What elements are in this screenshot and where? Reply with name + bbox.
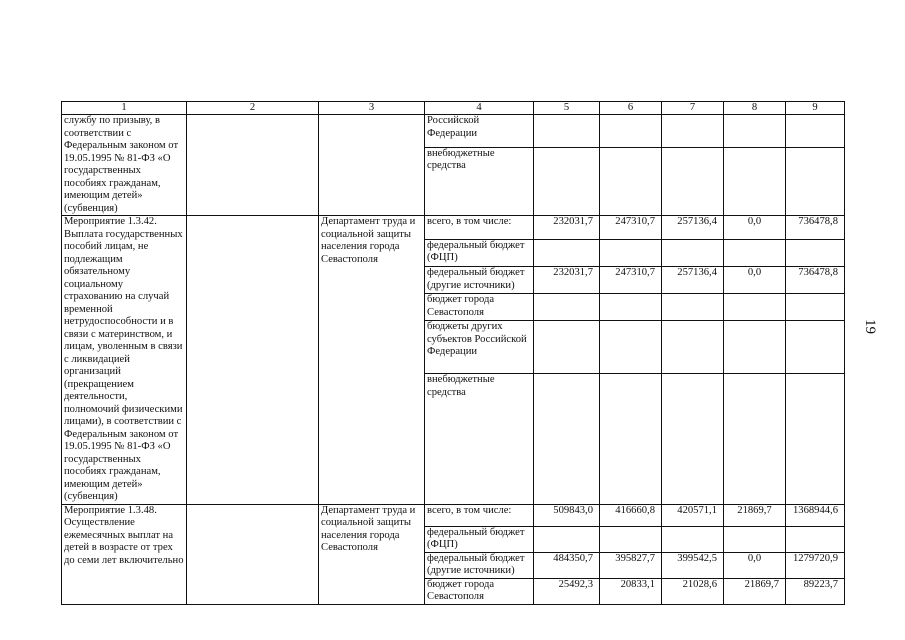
value-cell: 416660,8 [600, 504, 662, 526]
header-cell: 2 [187, 102, 319, 115]
funding-source: федеральный бюджет (другие источники) [425, 267, 534, 294]
funding-source: всего, в том числе: [425, 216, 534, 240]
value-cell: 1368944,6 [786, 504, 845, 526]
budget-table [61, 101, 845, 605]
header-cell: 1 [62, 102, 187, 115]
value-cell: 395827,7 [600, 552, 662, 578]
measure-description: Мероприятие 1.3.48. Осуществление ежемесячных выплат на детей в возрасте от трех до семи лет включительно [62, 504, 187, 604]
value-cell: 25492,3 [534, 578, 600, 604]
header-cell: 8 [724, 102, 786, 115]
funding-source: бюджет города Севастополя [425, 578, 534, 604]
header-cell: 9 [786, 102, 845, 115]
value-cell: 232031,7 [534, 216, 600, 240]
table-row [62, 504, 845, 526]
funding-source: внебюджетные средства [425, 147, 534, 215]
value-cell: 399542,5 [662, 552, 724, 578]
value-cell: 20833,1 [600, 578, 662, 604]
funding-source: бюджеты других субъектов Российской Федерации [425, 321, 534, 374]
responsible-department: Департамент труда и социальной защиты населения города Севастополя [319, 504, 425, 604]
page-number: 19 [862, 319, 878, 334]
funding-source: Российской Федерации [425, 115, 534, 148]
value-cell: 736478,8 [786, 216, 845, 240]
funding-source: бюджет города Севастополя [425, 294, 534, 321]
table-row [62, 115, 845, 148]
measure-description: службу по призыву, в соответствии с Федеральным законом от 19.05.1995 № 81-ФЗ «О государственных пособиях гражданам, имеющим детей» (субвенция) [62, 115, 187, 216]
table-row [62, 216, 845, 240]
funding-source: федеральный бюджет (другие источники) [425, 552, 534, 578]
header-cell: 4 [425, 102, 534, 115]
value-cell: 89223,7 [786, 578, 845, 604]
empty-cell [187, 216, 319, 505]
funding-source: внебюджетные средства [425, 374, 534, 504]
value-cell: 0,0 [724, 216, 786, 240]
value-cell: 247310,7 [600, 267, 662, 294]
value-cell: 247310,7 [600, 216, 662, 240]
value-cell: 257136,4 [662, 216, 724, 240]
value-cell: 0,0 [724, 552, 786, 578]
header-cell: 5 [534, 102, 600, 115]
header-row [62, 102, 845, 115]
value-cell: 21028,6 [662, 578, 724, 604]
funding-source: федеральный бюджет (ФЦП) [425, 526, 534, 552]
empty-cell [319, 115, 425, 216]
measure-description: Мероприятие 1.3.42. Выплата государственных пособий лицам, не подлежащим обязательному социальному страхованию на случай временной нетрудоспособности и в связи с материнством, и лицам, уволенным в связи с ликвидацией организаций (прекращением деятельности, полномочий физическими лицами), в соответствии с Федеральным законом от 19.05.1995 № 81-ФЗ «О государственных пособиях гражданам, имеющим детей» (субвенция) [62, 216, 187, 505]
header-cell: 7 [662, 102, 724, 115]
value-cell: 21869,7 [724, 578, 786, 604]
header-cell: 6 [600, 102, 662, 115]
funding-source: федеральный бюджет (ФЦП) [425, 239, 534, 266]
value-cell: 736478,8 [786, 267, 845, 294]
funding-source: всего, в том числе: [425, 504, 534, 526]
value-cell: 420571,1 [662, 504, 724, 526]
value-cell: 21869,7 [724, 504, 786, 526]
value-cell: 0,0 [724, 267, 786, 294]
empty-cell [187, 504, 319, 604]
header-cell: 3 [319, 102, 425, 115]
value-cell: 232031,7 [534, 267, 600, 294]
value-cell: 1279720,9 [786, 552, 845, 578]
value-cell: 484350,7 [534, 552, 600, 578]
responsible-department: Департамент труда и социальной защиты населения города Севастополя [319, 216, 425, 505]
value-cell: 509843,0 [534, 504, 600, 526]
value-cell: 257136,4 [662, 267, 724, 294]
empty-cell [187, 115, 319, 216]
